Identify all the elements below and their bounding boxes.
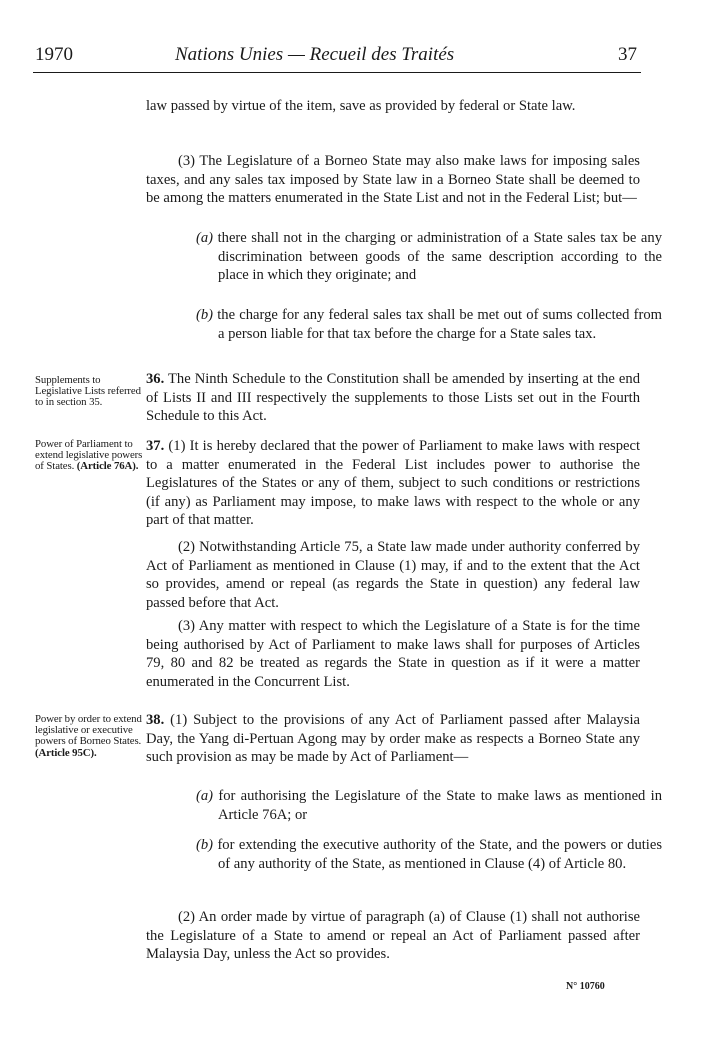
- subparagraph-text: the charge for any federal sales tax shall be met out of sums collected from a person liable for that tax before the charge for a State sales tax.: [217, 307, 662, 342]
- margin-note-section-38: [35, 714, 143, 759]
- paragraph-continuation: [146, 97, 640, 116]
- section-text: (1) Subject to the provisions of any Act of Parliament passed after Malaysia Day, the Yang di-Pertuan Agong may by order make as respects a Borneo State any such provision as may be made by Act of Parliament—: [146, 712, 640, 766]
- margin-note-text: Supplements to Legislative Lists referred to in section 35.: [35, 374, 141, 409]
- subparagraph-38a: [196, 787, 662, 824]
- subparagraph-3a: [196, 229, 662, 285]
- paragraph-clause-3: [146, 152, 640, 208]
- margin-note-ref: (Article 95C).: [35, 746, 97, 759]
- subparagraph-label: (b): [196, 837, 214, 853]
- subparagraph-label: (a): [196, 788, 214, 804]
- margin-note-ref: (Article 76A).: [76, 460, 139, 473]
- header-rule: [33, 72, 641, 73]
- subparagraph-3b: [196, 306, 662, 343]
- page-number: 37: [618, 44, 637, 65]
- subparagraph-text: for extending the executive authority of the State, and the powers or duties of any authority of the State, as mentioned in Clause (4) of Article 80.: [217, 837, 663, 872]
- section-number: 38.: [146, 712, 165, 728]
- subparagraph-label: (a): [196, 230, 214, 246]
- subparagraph-38b: [196, 836, 662, 873]
- section-text: The Ninth Schedule to the Constitution shall be amended by inserting at the end of Lists II and III respectively the supplements to those Lists set out in the Fourth Schedule to this Act.: [146, 371, 640, 425]
- section-37-clause-1: [146, 437, 640, 530]
- section-number: 37.: [146, 438, 165, 454]
- margin-note-text: Power of Parliament to extend legislative powers of States.: [35, 438, 143, 473]
- section-37-clause-3: [146, 617, 640, 691]
- section-36: [146, 370, 640, 426]
- section-38-clause-2: [146, 908, 640, 964]
- paragraph-text: (3) The Legislature of a Borneo State may also make laws for imposing sales taxes, and any sales tax imposed by State law in a Borneo State shall be deemed to be among the matters enumerated in the State List and not in the Federal List; but—: [146, 153, 640, 207]
- paragraph-text: (2) Notwithstanding Article 75, a State law made under authority conferred by Act of Parliament as mentioned in Clause (1) may, if and to the extent that the Act so provides, amend or repeal (as regards the State in question) any federal law passed before that Act.: [146, 539, 640, 611]
- section-number: 36.: [146, 371, 165, 387]
- section-text: (1) It is hereby declared that the power of Parliament to make laws with respect to a matter enumerated in the Federal List includes power to authorise the Legislatures of the States or any of them, subject to such conditions or restrictions (if any) as Parliament may impose, to make laws with respect to the whole or any part of that matter.: [146, 438, 640, 529]
- subparagraph-label: (b): [196, 307, 214, 323]
- paragraph-text: law passed by virtue of the item, save as provided by federal or State law.: [146, 98, 576, 114]
- header-year: 1970: [35, 44, 73, 65]
- document-number: N° 10760: [566, 981, 605, 992]
- margin-note-section-37: [35, 439, 143, 473]
- margin-note-section-36: [35, 375, 143, 409]
- section-37-clause-2: [146, 538, 640, 612]
- margin-note-text: Power by order to extend legislative or executive powers of Borneo States.: [35, 713, 142, 748]
- paragraph-text: (3) Any matter with respect to which the Legislature of a State is for the time being authorised by Act of Parliament to make laws shall for purposes of Articles 79, 80 and 82 be treated as regards the State in question as if it were a matter enumerated in the Concurrent List.: [146, 618, 640, 690]
- subparagraph-text: there shall not in the charging or administration of a State sales tax be any discrimination between goods of the same description according to the place in which they originate; and: [217, 230, 663, 284]
- subparagraph-text: for authorising the Legislature of the State to make laws as mentioned in Article 76A; or: [218, 788, 662, 823]
- paragraph-text: (2) An order made by virtue of paragraph (a) of Clause (1) shall not authorise the Legislature of a State to amend or repeal an Act of Parliament passed after Malaysia Day, unless the Act so provides.: [146, 909, 640, 963]
- header-title: Nations Unies — Recueil des Traités: [175, 44, 455, 65]
- section-38-clause-1: [146, 711, 640, 767]
